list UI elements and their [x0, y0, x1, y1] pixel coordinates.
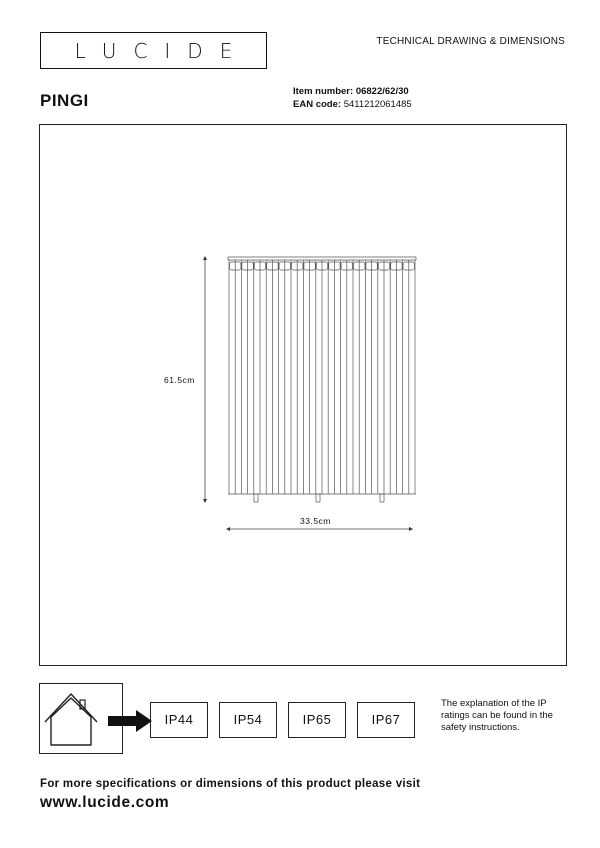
arrow-right-icon — [108, 710, 154, 732]
ip-rating-ip44: IP44 — [150, 702, 208, 738]
ip-rating-ip67: IP67 — [357, 702, 415, 738]
brand-logo-text: LUCIDE — [74, 39, 250, 63]
height-dimension-label: 61.5cm — [164, 375, 195, 385]
item-number-value: 06822/62/30 — [355, 86, 409, 97]
ip-explanation-note: The explanation of the IP ratings can be found in the safety instructions. — [441, 698, 553, 733]
ean-code-value: 5411212061485 — [343, 99, 412, 110]
product-name: PINGI — [40, 91, 89, 110]
width-dimension-label: 33.5cm — [300, 516, 331, 526]
website-link[interactable]: www.lucide.com — [40, 794, 170, 811]
item-number-label: Item number: — [293, 86, 354, 97]
footer-text: For more specifications or dimensions of this product please visit — [40, 778, 421, 790]
ean-code-label: EAN code: — [293, 99, 342, 110]
document-type: TECHNICAL DRAWING & DIMENSIONS — [376, 36, 565, 47]
lamp-drawing — [228, 257, 416, 502]
ip-rating-ip54: IP54 — [219, 702, 277, 738]
ip-rating-ip65: IP65 — [288, 702, 346, 738]
